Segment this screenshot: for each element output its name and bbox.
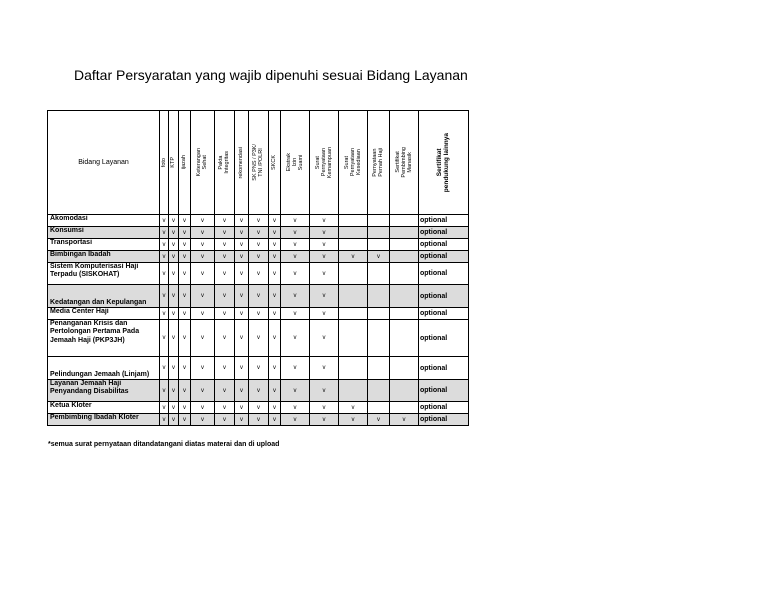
table-row [48,414,469,426]
column-header-11 [339,111,368,215]
requirement-cell: v [215,239,235,251]
optional-cell: optional [419,308,469,320]
requirement-cell: v [160,402,169,414]
requirement-cell: v [191,308,215,320]
requirement-cell [339,285,368,308]
requirement-cell: v [269,227,281,239]
requirement-cell [368,402,390,414]
requirement-cell: v [269,215,281,227]
requirement-cell: v [215,414,235,426]
requirement-cell: v [215,251,235,263]
requirement-cell: v [269,263,281,285]
table-row [48,357,469,380]
requirement-cell: v [215,320,235,357]
requirement-cell: v [339,251,368,263]
requirement-cell: v [310,285,339,308]
requirement-cell: v [235,263,249,285]
requirement-cell: v [235,380,249,402]
column-header-label: SKCK [271,155,278,170]
requirement-cell: v [160,215,169,227]
requirement-cell [390,215,419,227]
requirement-cell [339,380,368,402]
service-name: Sistem Komputerisasi Haji Terpadu (SISKOHAT) [48,263,160,285]
table-body [48,215,469,426]
requirement-cell: v [215,227,235,239]
optional-cell: optional [419,251,469,263]
requirement-cell: v [179,285,191,308]
table-row [48,215,469,227]
column-header-label: SK PNS / P3K/ TNI /POLRI [252,144,265,181]
column-header-4 [191,111,215,215]
requirement-cell: v [169,285,179,308]
requirement-cell [339,227,368,239]
requirement-cell: v [215,402,235,414]
requirement-cell: v [160,414,169,426]
requirement-cell: v [215,285,235,308]
requirement-cell: v [235,357,249,380]
requirement-cell: v [215,357,235,380]
header-row [48,111,469,215]
requirement-cell: v [269,308,281,320]
requirement-cell [368,308,390,320]
requirement-cell: v [269,285,281,308]
requirement-cell: v [169,320,179,357]
service-name: Pelindungan Jemaah (Linjam) [48,357,160,380]
requirement-cell: v [249,320,269,357]
requirement-cell: v [249,285,269,308]
requirement-cell: v [169,357,179,380]
requirement-cell: v [191,402,215,414]
requirement-cell: v [179,414,191,426]
column-header-3 [179,111,191,215]
service-name: Bimbingan Ibadah [48,251,160,263]
requirement-cell: v [191,285,215,308]
requirement-cell: v [310,357,339,380]
service-name: Akomodasi [48,215,160,227]
service-name: Ketua Kloter [48,402,160,414]
column-header-8 [269,111,281,215]
requirement-cell: v [235,285,249,308]
column-header-9 [281,111,310,215]
requirement-cell: v [281,239,310,251]
requirement-cell: v [179,380,191,402]
requirement-cell [368,320,390,357]
requirement-cell: v [281,402,310,414]
requirement-cell: v [179,402,191,414]
requirement-cell: v [169,239,179,251]
requirement-cell [390,380,419,402]
requirement-cell: v [179,357,191,380]
requirement-cell: v [249,239,269,251]
requirement-cell [390,239,419,251]
requirement-cell: v [235,227,249,239]
requirement-cell: v [281,227,310,239]
requirement-cell: v [310,320,339,357]
requirement-cell: v [215,215,235,227]
service-name: Layanan Jemaah Haji Penyandang Disabilitas [48,380,160,402]
requirement-cell: v [169,414,179,426]
table-row [48,263,469,285]
requirement-cell [390,320,419,357]
requirement-cell: v [215,380,235,402]
optional-cell: optional [419,239,469,251]
requirement-cell: v [191,239,215,251]
requirement-cell [368,263,390,285]
column-header-label: Ekstrak Izin Suami [285,153,305,172]
requirement-cell: v [281,251,310,263]
requirement-cell [368,357,390,380]
column-header-6 [235,111,249,215]
requirement-cell [390,357,419,380]
requirement-cell [339,320,368,357]
requirement-cell: v [179,308,191,320]
requirement-cell: v [310,380,339,402]
requirement-cell [390,227,419,239]
requirement-cell: v [169,263,179,285]
requirement-cell [339,215,368,227]
column-header-10 [310,111,339,215]
optional-cell: optional [419,227,469,239]
requirement-cell: v [368,251,390,263]
requirement-cell [368,227,390,239]
service-name: Pembimbing Ibadah Kloter [48,414,160,426]
requirement-cell [368,215,390,227]
column-header-label: ijazah [181,155,188,170]
requirement-cell: v [339,414,368,426]
optional-cell: optional [419,414,469,426]
optional-cell: optional [419,357,469,380]
requirement-cell: v [281,215,310,227]
requirement-cell: v [249,414,269,426]
column-header-1 [160,111,169,215]
requirement-cell: v [310,263,339,285]
requirement-cell: v [169,251,179,263]
requirement-cell: v [249,380,269,402]
requirement-cell: v [160,357,169,380]
column-header-label: Sertifikat Pembimbing Manasik [394,147,414,178]
requirement-cell [390,251,419,263]
column-header-14 [419,111,469,215]
requirement-cell: v [191,357,215,380]
requirement-cell: v [235,308,249,320]
requirement-cell: v [191,227,215,239]
requirement-cell: v [281,380,310,402]
requirement-cell: v [169,215,179,227]
requirement-cell: v [160,239,169,251]
service-name: Penanganan Krisis dan Pertolongan Pertama Pada Jemaah Haji (PKP3JH) [48,320,160,357]
requirement-cell [390,285,419,308]
requirement-cell: v [249,263,269,285]
requirement-cell: v [249,251,269,263]
column-header-label: Pernyataan Pernah Haji [372,148,385,177]
requirement-cell: v [269,239,281,251]
requirement-cell: v [269,320,281,357]
requirement-cell: v [310,414,339,426]
requirement-cell: v [310,402,339,414]
column-header-label: Sertifikat pendukung lainnya [436,132,451,193]
requirement-cell: v [235,402,249,414]
requirement-cell: v [281,414,310,426]
column-header-label: foto [160,157,167,168]
requirement-cell: v [339,402,368,414]
requirement-cell: v [160,227,169,239]
requirement-cell [339,263,368,285]
requirement-cell: v [160,380,169,402]
table-row [48,239,469,251]
table-row [48,320,469,357]
table-row [48,308,469,320]
requirement-cell: v [269,357,281,380]
requirement-cell: v [235,215,249,227]
requirements-table [47,110,469,426]
requirement-cell: v [281,308,310,320]
optional-cell: optional [419,380,469,402]
requirement-cell: v [191,215,215,227]
optional-cell: optional [419,320,469,357]
requirement-cell: v [179,227,191,239]
requirement-cell: v [191,380,215,402]
requirement-cell: v [390,414,419,426]
requirement-cell: v [235,320,249,357]
column-header-7 [249,111,269,215]
requirement-cell [390,263,419,285]
optional-cell: optional [419,263,469,285]
requirement-cell: v [281,263,310,285]
requirement-cell: v [249,357,269,380]
requirement-cell: v [235,239,249,251]
column-header-bidang-layanan: Bidang Layanan [48,111,160,215]
optional-cell: optional [419,285,469,308]
requirement-cell [390,402,419,414]
requirement-cell [339,357,368,380]
column-header-label: Surat Pernyataan Kemampuan [314,146,334,179]
requirement-cell: v [169,402,179,414]
service-name: Transportasi [48,239,160,251]
requirement-cell: v [249,402,269,414]
requirement-cell [368,239,390,251]
optional-cell: optional [419,215,469,227]
column-header-2 [169,111,179,215]
requirement-cell: v [179,263,191,285]
table-row [48,380,469,402]
requirement-cell: v [249,215,269,227]
requirement-cell: v [179,239,191,251]
column-header-label: KTP [170,157,177,168]
requirement-cell: v [160,285,169,308]
requirement-cell: v [249,308,269,320]
column-header-label: Pakta Integritas [218,151,231,174]
requirement-cell: v [169,308,179,320]
requirement-cell: v [281,285,310,308]
table-row [48,227,469,239]
requirement-cell: v [235,414,249,426]
requirement-cell: v [310,215,339,227]
requirement-cell [339,308,368,320]
requirement-cell: v [179,251,191,263]
requirement-cell: v [269,414,281,426]
requirement-cell: v [215,308,235,320]
column-header-5 [215,111,235,215]
requirement-cell: v [310,227,339,239]
column-header-label: Keterangan Sehat [196,148,209,177]
requirement-cell [339,239,368,251]
requirement-cell: v [191,414,215,426]
footnote: *semua surat pernyataan ditandatangani diatas materai dan di upload [48,441,280,448]
requirement-cell: v [169,227,179,239]
optional-cell: optional [419,402,469,414]
requirement-cell: v [310,308,339,320]
requirement-cell: v [310,239,339,251]
service-name: Kedatangan dan Kepulangan [48,285,160,308]
table-row [48,402,469,414]
requirement-cell: v [191,320,215,357]
requirement-cell: v [191,251,215,263]
table-row [48,251,469,263]
requirement-cell [368,285,390,308]
requirement-cell: v [235,251,249,263]
requirement-cell: v [368,414,390,426]
requirement-cell: v [269,402,281,414]
requirement-cell [368,380,390,402]
requirement-cell: v [191,263,215,285]
table-row [48,285,469,308]
requirement-cell: v [249,227,269,239]
column-header-label: rekomendasi [238,146,245,179]
requirement-cell: v [179,215,191,227]
requirement-cell: v [269,251,281,263]
requirement-cell: v [281,320,310,357]
requirement-cell: v [281,357,310,380]
column-header-label: Surat Pernyataan Kesediaan [343,148,363,177]
column-header-12 [368,111,390,215]
requirement-cell [390,308,419,320]
service-name: Konsumsi [48,227,160,239]
requirement-cell: v [179,320,191,357]
requirement-cell: v [160,263,169,285]
requirement-cell: v [215,263,235,285]
service-name: Media Center Haji [48,308,160,320]
requirement-cell: v [169,380,179,402]
requirement-cell: v [160,320,169,357]
requirement-cell: v [160,251,169,263]
column-header-13 [390,111,419,215]
page-title: Daftar Persyaratan yang wajib dipenuhi sesuai Bidang Layanan [74,67,468,83]
requirement-cell: v [269,380,281,402]
requirement-cell: v [310,251,339,263]
requirement-cell: v [160,308,169,320]
